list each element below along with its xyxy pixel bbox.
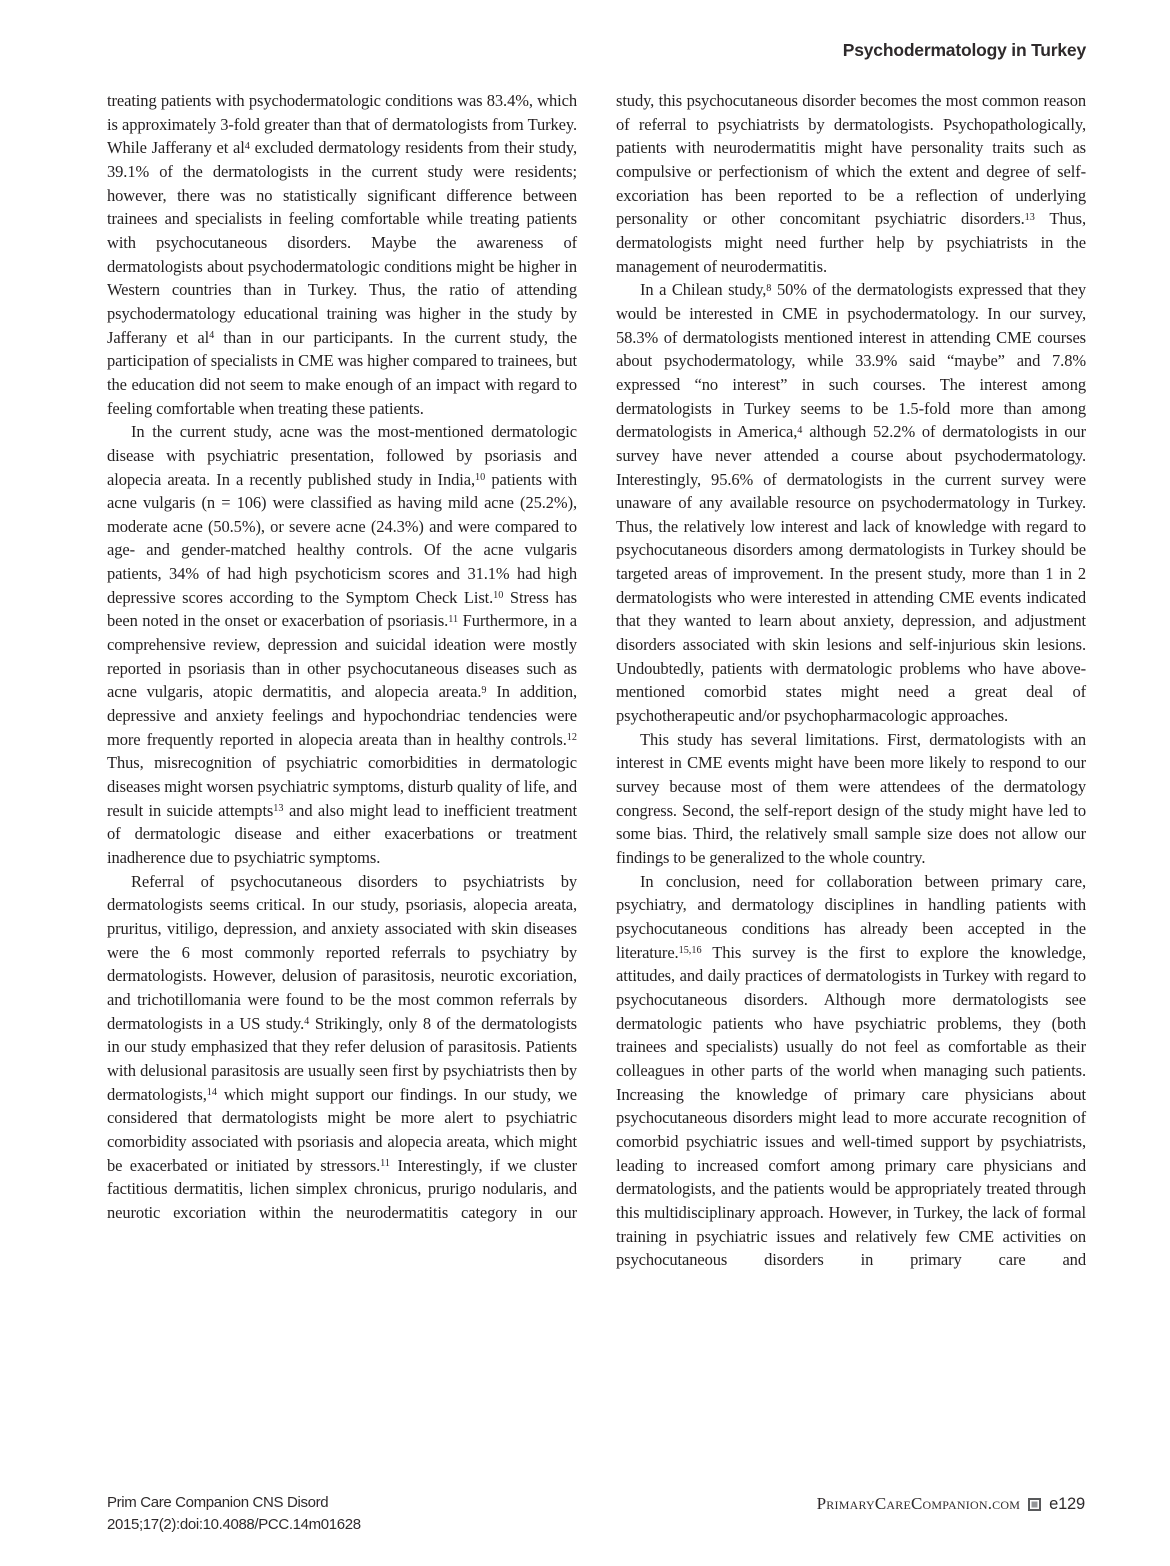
reference-superscript: 4	[304, 1016, 310, 1027]
paragraph: In conclusion, need for collaboration between primary care, psychiatry, and dermatology disciplines in handling patients with psychocutaneous conditions has already been accepted in the literature.$^{15,16}$ This survey is the first to explore the knowledge, attitudes, and daily practices of dermatologists in Turkey with regard to psychocutaneous disorders. Although more dermatologists see dermatologic patients who have psychiatric problems, they (both trainees and specialists) usually do not feel as comfortable as their colleagues in other parts of the world when managing such patients. Increasing the knowledge of primary care physicians about psychocutaneous disorders might lead to more accurate recognition of comorbid psychiatric issues and well-timed support by psychiatrists, leading to increased comfort among primary care physicians and dermatologists, and the patients would be appropriately treated through this multidisciplinary approach. However, in Turkey, the lack of formal training in psychiatric issues and relatively few CME activities on psychocutaneous disorders in primary care and	[616, 871, 1086, 1270]
reference-superscript: 12	[566, 732, 577, 744]
reference-superscript: 8	[766, 282, 772, 294]
page-number: e129	[1049, 1494, 1085, 1513]
left-column	[107, 89, 577, 1272]
running-head: Psychodermatology in Turkey	[842, 40, 1086, 60]
reference-superscript: 4	[797, 424, 803, 436]
reference-superscript: 4	[244, 140, 250, 152]
reference-superscript: 10	[493, 590, 504, 602]
reference-superscript: 4	[209, 329, 215, 341]
reference-superscript: 11	[448, 613, 459, 625]
footer-citation-block	[107, 1492, 361, 1535]
paragraph: In the current study, acne was the most-mentioned dermatologic disease with psychiatric presentation, followed by psoriasis and alopecia areata. In a recently published study in India,$^{10}$ patients with acne vulgaris (n = 106) were classified as having mild acne (25.2%), moderate acne (50.5%), or severe acne (24.3%) and were compared to age- and gender-matched healthy controls. Of the acne vulgaris patients, 34% of had high psychoticism scores and 31.1% had high depressive scores according to the Symptom Check List.$^{10}$ Stress has been noted in the onset or exacerbation of psoriasis.$^{11}$ Furthermore, in a comprehensive review, depression and suicidal ideation were mostly reported in psoriasis than in other psychocutaneous diseases such as acne vulgaris, atopic dermatitis, and alopecia areata.$^9$ In addition, depressive and anxiety feelings and hypochondriac tendencies were more frequently reported in alopecia areata than in healthy controls.$^{12}$ Thus, misrecognition of psychiatric comorbidities in dermatologic diseases might worsen psychiatric symptoms, disturb quality of life, and result in suicide attempts$^{13}$ and also might lead to inefficient treatment of dermatologic disease and either exacerbations or treatment inadherence due to psychiatric symptoms.	[107, 422, 578, 867]
reference-superscript: 9	[481, 684, 487, 696]
paragraph: study, this psychocutaneous disorder becomes the most common reason of referral to psychiatrists by dermatologists. Psychopathologically, patients with neurodermatitis might have personality traits such as compulsive or perfectionism of which the extent and degree of self-excoriation has been reported to be a reflection of underlying personality or other concomitant psychiatric disorders.$^{13}$ Thus, dermatologists might need further help by psychiatrists in the management of neurodermatitis.	[616, 91, 1086, 276]
reference-superscript: 10	[474, 471, 486, 483]
page-footer	[107, 1492, 1085, 1535]
journal-box-icon	[1028, 1498, 1041, 1511]
reference-superscript: 13	[1024, 211, 1035, 223]
reference-superscript: 11	[380, 1157, 391, 1169]
paragraph: In a Chilean study,$^8$ 50% of the dermatologists expressed that they would be interested in CME in psychodermatology. In our survey, 58.3% of dermatologists mentioned interest in attending CME courses about psychodermatology, while 33.9% said “maybe” and 7.8% expressed “no interest” in such courses. The interest among dermatologists in Turkey seems to be 1.5-fold more than among dermatologists in America,$^4$ although 52.2% of dermatologists in our survey have never attended a course about psychodermatology. Interestingly, 95.6% of dermatologists in the current survey were unaware of any available resource on psychodermatology in Turkey. Thus, the relatively low interest and lack of knowledge with regard to psychocutaneous disorders among dermatologists in Turkey should be targeted areas of improvement. In the present study, more than 1 in 2 dermatologists who were interested in attending CME events indicated that they wanted to learn about anxiety, depression, and adjustment disorders associated with skin lesions and self-injurious skin lesions. Undoubtedly, patients with dermatologic problems who have above-mentioned comorbid states might need a great deal of psychotherapeutic and/or psychopharmacologic approaches.	[616, 280, 1087, 726]
footer-page-block	[817, 1492, 1085, 1514]
paragraph: Referral of psychocutaneous disorders to psychiatrists by dermatologists seems critical. In our study, psoriasis, alopecia areata, pruritus, vitiligo, depression, and anxiety associated with skin diseases were the 6 most commonly reported referrals to psychiatry by dermatologists. However, delusion of parasitosis, neurotic excoriation, and trichotillomania were found to be the most common referrals by dermatologists in a US study.$^4$ Strikingly, only 8 of the dermatologists in our study emphasized that they refer delusion of parasitosis. Patients with delusional parasitosis are usually seen first by psychiatrists then by dermatologists,$^{14}$ which might support our findings. In our study, we considered that dermatologists might be more alert to psychiatric comorbidity associated with psoriasis and alopecia areata, which might be exacerbated or initiated by stressors.$^{11}$ Interestingly, if we cluster factitious dermatitis, lichen simplex chronicus, prurigo nodularis, and neurotic excoriation within the neurodermatitis category in our	[107, 871, 577, 1222]
footer-journal-name: Prim Care Companion CNS Disord	[107, 1494, 329, 1511]
reference-superscript: 13	[273, 803, 284, 815]
reference-superscript: 15,16	[678, 945, 702, 957]
article-body	[107, 89, 1086, 1272]
right-column	[616, 89, 1086, 1272]
footer-citation: 2015;17(2):doi:10.4088/PCC.14m01628	[107, 1515, 361, 1533]
paragraph: This study has several limitations. First, dermatologists with an interest in CME events might have been more likely to respond to our survey because most of them were attendees of the dermatology congress. Second, the self-report design of the study might have led to some bias. Third, the relatively small sample size does not allow our findings to be generalized to the whole country.	[616, 729, 1086, 867]
reference-superscript: 14	[206, 1086, 217, 1098]
paragraph: treating patients with psychodermatologic conditions was 83.4%, which is approximately 3-fold greater than that of dermatologists from Turkey. While Jafferany et $al^4$ excluded dermatology residents from their study, 39.1% of the dermatologists in the current study were residents; however, there was no statistically significant difference between trainees and specialists in feeling comfortable while treating patients with psychocutaneous disorders. Maybe the awareness of dermatologists about psychodermatologic conditions might be higher in Western countries than in Turkey. Thus, the ratio of attending psychodermatology educational training was higher in the study by Jafferany et $al^4$ than in our participants. In the current study, the participation of specialists in CME was higher compared to trainees, but the education did not seem to make enough of an impact with regard to feeling comfortable when treating these patients.	[107, 91, 577, 418]
footer-website: PrimaryCareCompanion.com	[816, 1494, 1021, 1513]
